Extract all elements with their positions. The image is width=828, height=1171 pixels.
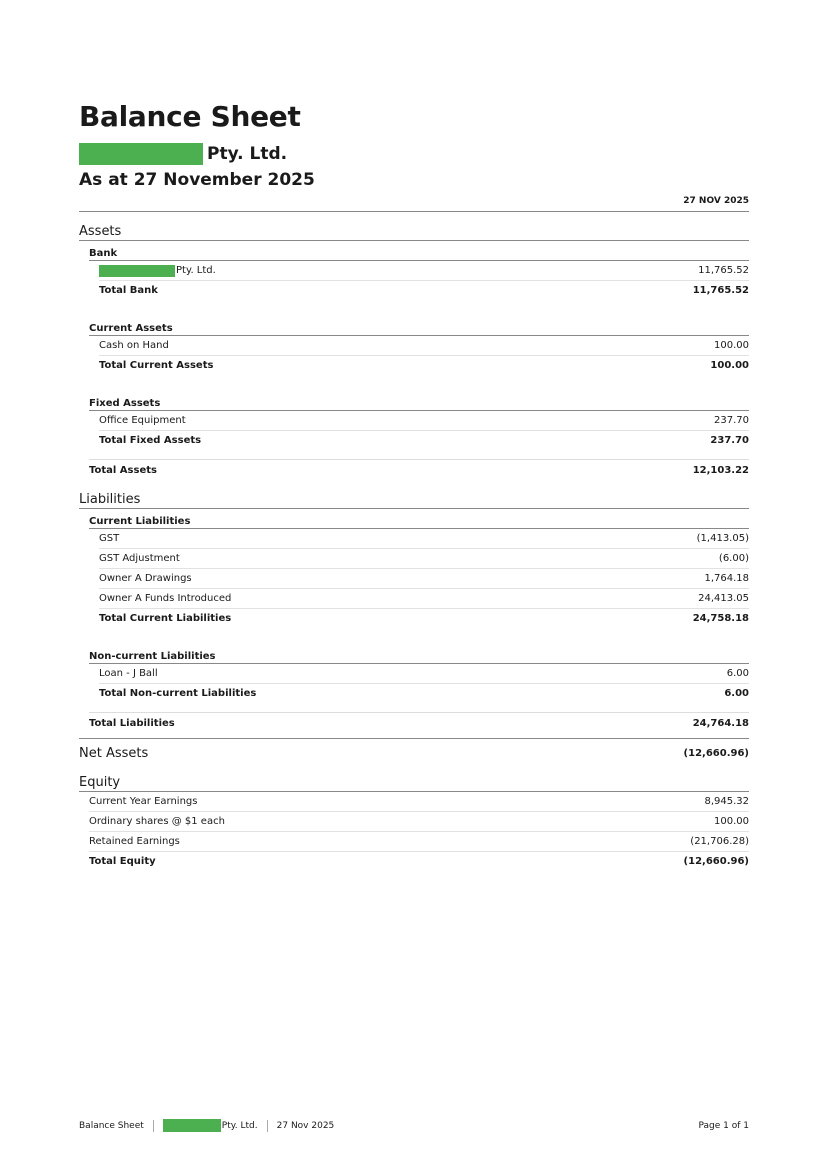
redaction-block <box>99 265 175 277</box>
row-value: 11,765.52 <box>692 285 749 296</box>
row-value: 12,103.22 <box>692 464 749 476</box>
row-value: 237.70 <box>714 415 749 426</box>
report-title: Balance Sheet <box>79 100 301 133</box>
row-value: 24,413.05 <box>698 593 749 604</box>
total-row <box>99 431 749 450</box>
section-liabilities: Liabilities <box>79 480 749 509</box>
row-label: Total Equity <box>89 856 156 867</box>
table-row <box>89 832 749 852</box>
row-label: Cash on Hand <box>99 340 169 351</box>
row-value: 6.00 <box>726 668 749 679</box>
footer-report-name: Balance Sheet <box>79 1120 144 1131</box>
subsection-current-liabilities: Current Liabilities <box>89 509 749 529</box>
total-assets-row <box>89 459 749 480</box>
row-label: Ordinary shares @ $1 each <box>89 816 225 827</box>
table-row <box>99 261 749 281</box>
table-row <box>89 812 749 832</box>
footer-company-suffix: Pty. Ltd. <box>221 1120 258 1131</box>
total-row <box>99 356 749 375</box>
footer-date: 27 Nov 2025 <box>276 1120 335 1131</box>
section-assets: Assets <box>79 212 749 241</box>
row-value: 11,765.52 <box>698 265 749 276</box>
bank-account-label: Pty. Ltd. <box>99 265 216 277</box>
redaction-block <box>79 143 203 165</box>
row-label: Total Current Liabilities <box>99 613 232 624</box>
column-header-date: 27 NOV 2025 <box>683 196 749 206</box>
net-assets-row <box>79 738 749 767</box>
total-row <box>99 281 749 300</box>
row-value: 8,945.32 <box>704 796 749 807</box>
row-label: Current Year Earnings <box>89 796 198 807</box>
row-value: 24,758.18 <box>692 613 749 624</box>
row-label: Retained Earnings <box>89 836 180 847</box>
row-value: (12,660.96) <box>683 856 749 867</box>
row-value: 237.70 <box>710 435 749 446</box>
row-value: (21,706.28) <box>690 836 749 847</box>
row-value: 100.00 <box>714 340 749 351</box>
page-number: Page 1 of 1 <box>698 1120 749 1131</box>
table-row <box>99 411 749 431</box>
total-liabilities-row <box>89 712 749 733</box>
page-footer <box>79 1119 749 1132</box>
row-value: 6.00 <box>724 688 749 699</box>
table-row <box>99 664 749 684</box>
report-date: As at 27 November 2025 <box>79 170 315 190</box>
table-row <box>99 336 749 356</box>
row-label: GST <box>99 533 120 544</box>
row-label: Net Assets <box>79 745 149 761</box>
total-equity-row <box>89 852 749 871</box>
redaction-block <box>163 1119 221 1132</box>
row-label: Total Bank <box>99 285 158 296</box>
table-row <box>89 792 749 812</box>
footer-separator <box>153 1120 154 1132</box>
total-row <box>99 609 749 628</box>
row-label: Owner A Funds Introduced <box>99 593 232 604</box>
row-value: 24,764.18 <box>692 717 749 729</box>
table-row <box>99 549 749 569</box>
footer-separator <box>267 1120 268 1132</box>
row-label: Total Fixed Assets <box>99 435 202 446</box>
subsection-noncurrent-liabilities: Non-current Liabilities <box>89 644 749 664</box>
row-label: Total Current Assets <box>99 360 214 371</box>
row-label: Total Liabilities <box>89 717 175 729</box>
row-label: Total Non-current Liabilities <box>99 688 257 699</box>
row-label: Loan - J Ball <box>99 668 158 679</box>
row-value: (6.00) <box>718 553 749 564</box>
report-body <box>79 212 749 871</box>
row-label: Office Equipment <box>99 415 186 426</box>
section-equity: Equity <box>79 767 749 792</box>
row-value: (12,660.96) <box>683 747 749 759</box>
subsection-fixed-assets: Fixed Assets <box>89 391 749 411</box>
table-row <box>99 529 749 549</box>
row-value: 100.00 <box>714 816 749 827</box>
total-row <box>99 684 749 703</box>
table-row <box>99 569 749 589</box>
row-value: (1,413.05) <box>696 533 749 544</box>
table-row <box>99 589 749 609</box>
subsection-bank: Bank <box>89 241 749 261</box>
row-label: Total Assets <box>89 464 157 476</box>
company-name <box>79 142 287 166</box>
row-value: 1,764.18 <box>704 573 749 584</box>
row-label: Owner A Drawings <box>99 573 192 584</box>
company-suffix: Pty. Ltd. <box>207 144 288 164</box>
row-label: GST Adjustment <box>99 553 180 564</box>
row-value: 100.00 <box>710 360 749 371</box>
subsection-current-assets: Current Assets <box>89 316 749 336</box>
